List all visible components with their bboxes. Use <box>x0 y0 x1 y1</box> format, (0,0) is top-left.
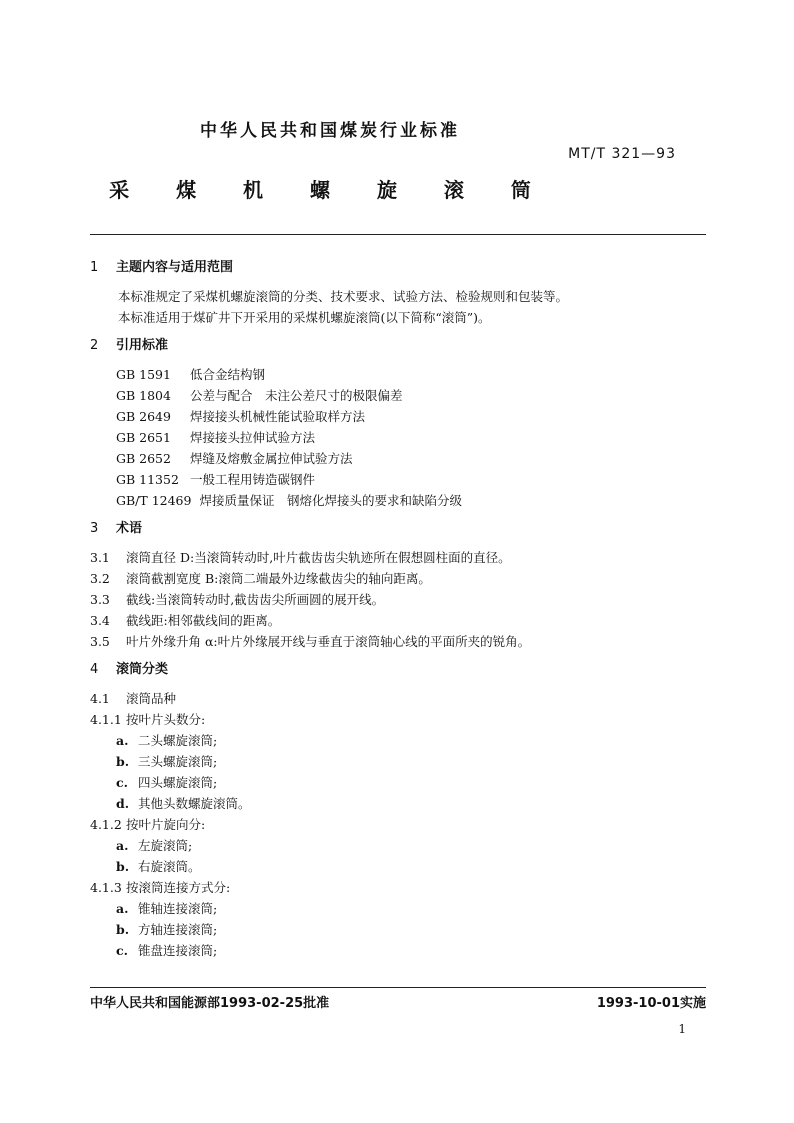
paragraph: 本标准规定了采煤机螺旋滚筒的分类、技术要求、试验方法、检验规则和包装等。 <box>118 289 569 304</box>
item-text: 其他头数螺旋滚筒。 <box>138 796 251 811</box>
item-letter: b. <box>116 922 130 937</box>
section-title: 引用标准 <box>116 338 169 353</box>
reference-code: GB 11352 <box>116 472 179 487</box>
item-letter: a. <box>116 901 129 916</box>
implementation-date: 1993-10-01实施 <box>596 996 706 1011</box>
reference-item <box>90 469 706 490</box>
list-item <box>90 751 706 772</box>
reference-item <box>90 427 706 448</box>
reference-name: 一般工程用铸造碳钢件 <box>190 472 316 487</box>
list-item <box>90 856 706 877</box>
list-item <box>90 730 706 751</box>
section-number: 3 <box>90 521 99 536</box>
reference-code: GB 1591 <box>116 367 171 382</box>
clause-number: 3.3 <box>90 592 110 607</box>
subclause-text: 按滚筒连接方式分: <box>126 880 231 895</box>
section-heading <box>90 334 706 358</box>
reference-code: GB 2651 <box>116 430 171 445</box>
standard-code: MT/T 321—93 <box>568 146 676 162</box>
list-item <box>90 898 706 919</box>
clause-number: 4.1.2 <box>90 817 122 832</box>
standard-organization: 中华人民共和国煤炭行业标准 <box>200 121 460 141</box>
item-letter: b. <box>116 859 130 874</box>
item-text: 二头螺旋滚筒; <box>138 733 218 748</box>
subclause-text: 按叶片头数分: <box>126 712 206 727</box>
definition-item <box>90 568 706 589</box>
footer-divider <box>90 987 706 988</box>
definition-item <box>90 547 706 568</box>
item-letter: b. <box>116 754 130 769</box>
clause-number: 3.1 <box>90 550 110 565</box>
subclause-text: 按叶片旋向分: <box>126 817 206 832</box>
section-number: 2 <box>90 338 99 353</box>
definition-text: 滚筒截割宽度 B:滚筒二端最外边缘截齿尖的轴向距离。 <box>126 571 431 586</box>
section-title: 术语 <box>116 521 143 536</box>
reference-name: 焊接质量保证 钢熔化焊接头的要求和缺陷分级 <box>199 493 462 508</box>
section-heading <box>90 256 706 280</box>
subclause <box>90 688 706 709</box>
list-item <box>90 940 706 961</box>
definition-text: 滚筒直径 D:当滚筒转动时,叶片截齿齿尖轨迹所在假想圆柱面的直径。 <box>126 550 511 565</box>
definition-text: 叶片外缘升角 α:叶片外缘展开线与垂直于滚筒轴心线的平面所夹的锐角。 <box>126 634 531 649</box>
list-item <box>90 793 706 814</box>
section-heading <box>90 658 706 682</box>
item-text: 右旋滚筒。 <box>138 859 201 874</box>
subclause <box>90 709 706 730</box>
item-letter: d. <box>116 796 130 811</box>
item-letter: a. <box>116 733 129 748</box>
reference-code: GB 2652 <box>116 451 171 466</box>
clause-number: 4.1.1 <box>90 712 122 727</box>
document-title: 采 煤 机 螺 旋 滚 筒 <box>109 178 551 202</box>
list-item <box>90 772 706 793</box>
subclause-text: 滚筒品种 <box>126 691 177 706</box>
definition-item <box>90 589 706 610</box>
item-letter: a. <box>116 838 129 853</box>
reference-code: GB/T 12469 <box>116 493 192 508</box>
section-heading <box>90 517 706 541</box>
section-number: 4 <box>90 662 99 677</box>
reference-name: 焊接接头拉伸试验方法 <box>190 430 316 445</box>
subclause <box>90 877 706 898</box>
subclause <box>90 814 706 835</box>
section-title: 主题内容与适用范围 <box>116 260 234 275</box>
definition-item <box>90 610 706 631</box>
clause-number: 3.4 <box>90 613 110 628</box>
clause-number: 4.1.3 <box>90 880 122 895</box>
reference-item <box>90 364 706 385</box>
page-number: 1 <box>678 1022 686 1036</box>
approval-line: 中华人民共和国能源部1993-02-25批准 <box>90 996 330 1011</box>
definition-item <box>90 631 706 652</box>
clause-number: 4.1 <box>90 691 110 706</box>
reference-code: GB 2649 <box>116 409 171 424</box>
item-letter: c. <box>116 775 128 790</box>
paragraph: 本标准适用于煤矿井下开采用的采煤机螺旋滚筒(以下简称“滚筒”)。 <box>118 310 491 325</box>
item-text: 方轴连接滚筒; <box>138 922 218 937</box>
reference-name: 低合金结构钢 <box>190 367 266 382</box>
item-text: 锥轴连接滚筒; <box>138 901 218 916</box>
reference-item <box>90 385 706 406</box>
item-text: 三头螺旋滚筒; <box>138 754 218 769</box>
section-title: 滚筒分类 <box>116 662 169 677</box>
definition-text: 截线距:相邻截线间的距离。 <box>126 613 281 628</box>
clause-number: 3.2 <box>90 571 110 586</box>
item-text: 四头螺旋滚筒; <box>138 775 218 790</box>
item-text: 锥盘连接滚筒; <box>138 943 218 958</box>
reference-item <box>90 490 706 511</box>
reference-code: GB 1804 <box>116 388 171 403</box>
reference-name: 焊接接头机械性能试验取样方法 <box>190 409 366 424</box>
item-letter: c. <box>116 943 128 958</box>
reference-name: 公差与配合 未注公差尺寸的极限偏差 <box>190 388 403 403</box>
list-item <box>90 919 706 940</box>
reference-item <box>90 406 706 427</box>
clause-number: 3.5 <box>90 634 110 649</box>
section-number: 1 <box>90 260 99 275</box>
definition-text: 截线:当滚筒转动时,截齿齿尖所画圆的展开线。 <box>126 592 385 607</box>
document-body <box>90 256 706 961</box>
reference-name: 焊缝及熔敷金属拉伸试验方法 <box>190 451 353 466</box>
reference-item <box>90 448 706 469</box>
header-divider <box>90 234 706 235</box>
list-item <box>90 835 706 856</box>
item-text: 左旋滚筒; <box>138 838 193 853</box>
